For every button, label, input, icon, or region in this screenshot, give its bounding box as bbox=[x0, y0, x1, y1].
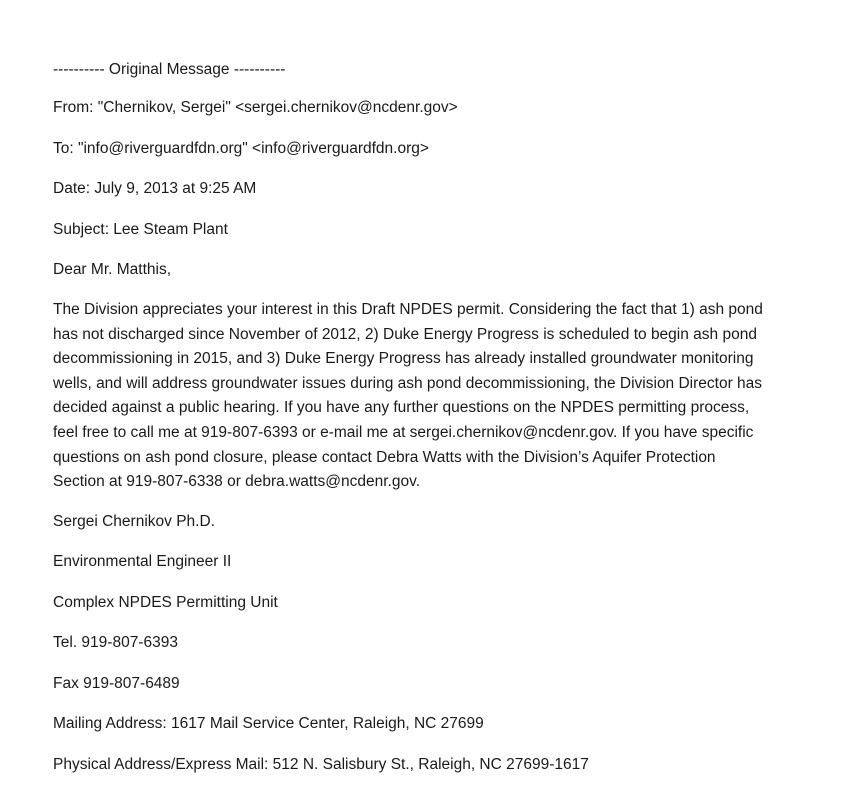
physical-address: Physical Address/Express Mail: 512 N. Salisbury St., Raleigh, NC 27699-1617 bbox=[53, 756, 589, 773]
paragraph-line: The Division appreciates your interest in this Draft NPDES permit. Considering the fact that 1) ash pond bbox=[53, 301, 763, 318]
mailing-address: Mailing Address: 1617 Mail Service Center, Raleigh, NC 27699 bbox=[53, 715, 484, 732]
subject-line: Subject: Lee Steam Plant bbox=[53, 221, 228, 238]
date-line: Date: July 9, 2013 at 9:25 AM bbox=[53, 180, 257, 197]
paragraph-line: feel free to call me at 919-807-6393 or e-mail me at sergei.chernikov@ncdenr.gov. If you have specific bbox=[53, 423, 754, 441]
signature-tel: Tel. 919-807-6393 bbox=[53, 634, 178, 651]
paragraph-line: questions on ash pond closure, please contact Debra Watts with the Division’s Aquifer Protection bbox=[53, 448, 716, 466]
paragraph-line: Section at 919-807-6338 or debra.watts@ncdenr.gov. bbox=[53, 473, 421, 491]
signature-title: Environmental Engineer II bbox=[53, 553, 232, 570]
to-line: To: "info@riverguardfdn.org" <info@riverguardfdn.org> bbox=[53, 140, 429, 157]
paragraph-line: has not discharged since November of 2012, 2) Duke Energy Progress is scheduled to begin ash pond bbox=[53, 325, 757, 343]
paragraph-line: wells, and will address groundwater issues during ash pond decommissioning, the Division Director has bbox=[53, 374, 763, 392]
body-paragraph bbox=[53, 298, 813, 495]
paragraph-line: decommissioning in 2015, and 3) Duke Energy Progress has already installed groundwater monitoring bbox=[53, 350, 754, 368]
signature-unit: Complex NPDES Permitting Unit bbox=[53, 594, 278, 611]
original-message-divider: ---------- Original Message ---------- bbox=[53, 61, 286, 78]
salutation: Dear Mr. Matthis, bbox=[53, 261, 171, 278]
signature-name: Sergei Chernikov Ph.D. bbox=[53, 513, 215, 530]
signature-fax: Fax 919-807-6489 bbox=[53, 675, 180, 692]
from-line: From: "Chernikov, Sergei" <sergei.chernikov@ncdenr.gov> bbox=[53, 99, 458, 116]
paragraph-line: decided against a public hearing. If you have any further questions on the NPDES permitting process, bbox=[53, 399, 750, 417]
